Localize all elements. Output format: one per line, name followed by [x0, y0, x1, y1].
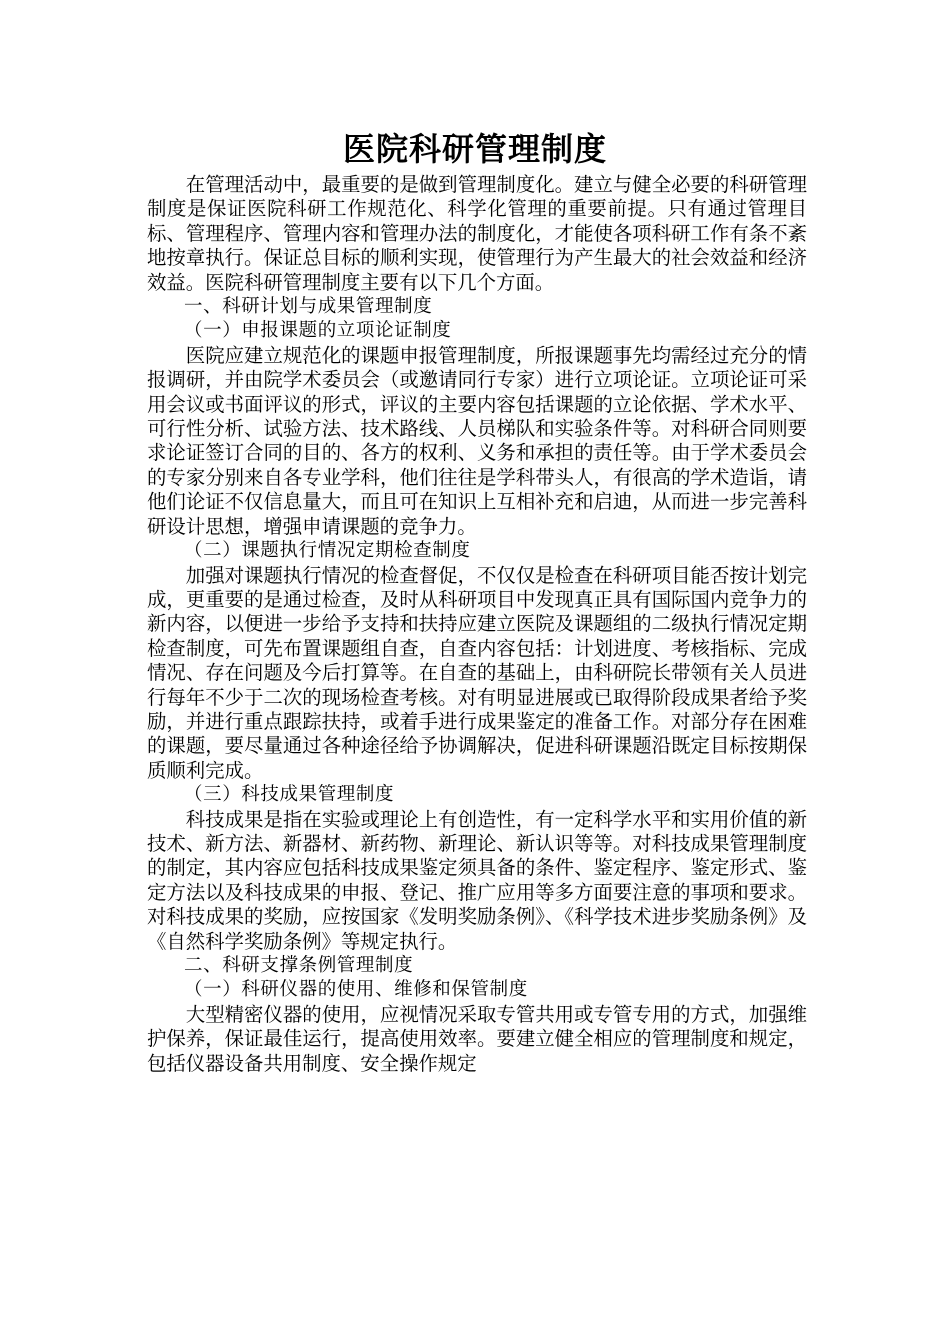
- subsection-heading-1-2: （二）课题执行情况定期检查制度: [184, 540, 471, 562]
- paragraph-2-1: 大型精密仪器的使用，应视情况采取专管共用或专管专用的方式，加强维护保养，保证最佳运行，提高使用效率。要建立健全相应的管理制度和规定，包括仪器设备共用制度、安全操作规定: [147, 1002, 807, 1075]
- subsection-heading-2-1: （一）科研仪器的使用、维修和保管制度: [184, 979, 528, 1001]
- paragraph-1-3: 科技成果是指在实验或理论上有创造性，有一定科学水平和实用价值的新技术、新方法、新器材、新药物、新理论、新认识等等。对科技成果管理制度的制定，其内容应包括科技成果鉴定须具备的条件、鉴定程序、鉴定形式、鉴定方法以及科技成果的申报、登记、推广应用等多方面要注意的事项和要求。对科技成果的奖励，应按国家《发明奖励条例》、《科学技术进步奖励条例》及《自然科学奖励条例》等规定执行。: [147, 807, 807, 953]
- subsection-heading-1-1: （一）申报课题的立项论证制度: [184, 320, 452, 342]
- document-title: 医院科研管理制度: [342, 130, 607, 168]
- paragraph-1-2: 加强对课题执行情况的检查督促，不仅仅是检查在科研项目能否按计划完成，更重要的是通过检查，及时从科研项目中发现真正具有国际国内竞争力的新内容，以便进一步给予支持和扶持应建立医院及课题组的二级执行情况定期检查制度，可先布置课题组自查，自查内容包括：计划进度、考核指标、完成情况、存在问题及今后打算等。在自查的基础上，由科研院长带领有关人员进行每年不少于二次的现场检查考核。对有明显进展或已取得阶段成果者给予奖励，并进行重点跟踪扶持，或着手进行成果鉴定的准备工作。对部分存在困难的课题，要尽量通过各种途径给予协调解决，促进科研课题沿既定目标按期保质顺利完成。: [147, 563, 807, 782]
- document-body: [147, 173, 807, 1076]
- paragraph-1-1: 医院应建立规范化的课题申报管理制度，所报课题事先均需经过充分的情报调研，并由院学术委员会（或邀请同行专家）进行立项论证。立项论证可采用会议或书面评议的形式，评议的主要内容包括课题的立论依据、学术水平、可行性分析、试验方法、技术路线、人员梯队和实验条件等。对科研合同则要求论证签订合同的目的、各方的权利、义务和承担的责任等。由于学术委员会的专家分别来自各专业学科，他们往往是学科带头人，有很高的学术造诣，请他们论证不仅信息量大，而且可在知识上互相补充和启迪，从而进一步完善科研设计思想，增强申请课题的竞争力。: [147, 343, 807, 538]
- subsection-heading-1-3: （三）科技成果管理制度: [184, 784, 395, 806]
- intro-paragraph: 在管理活动中，最重要的是做到管理制度化。建立与健全必要的科研管理制度是保证医院科研工作规范化、科学化管理的重要前提。只有通过管理目标、管理程序、管理内容和管理办法的制度化，才能使各项科研工作有条不紊地按章执行。保证总目标的顺利实现，使管理行为产生最大的社会效益和经济效益。医院科研管理制度主要有以下几个方面。: [147, 173, 807, 294]
- section-heading-2: 二、科研支撑条例管理制度: [184, 955, 414, 976]
- section-heading-1: 一、科研计划与成果管理制度: [184, 296, 433, 318]
